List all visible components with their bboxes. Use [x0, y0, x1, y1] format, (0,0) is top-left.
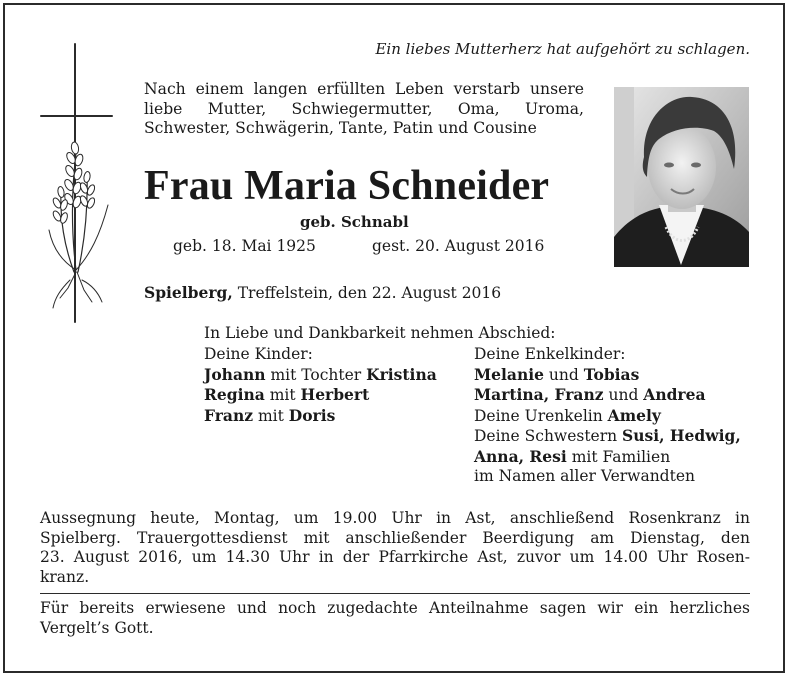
family-line — [474, 467, 741, 487]
grandchildren-column — [474, 345, 741, 487]
motto: Ein liebes Mutterherz hat aufgehört zu schlagen. — [375, 40, 750, 58]
portrait-photo — [614, 87, 749, 267]
family-text: Deine Enkelkinder: — [474, 345, 626, 363]
family-text: und — [603, 386, 644, 404]
family-line — [474, 406, 741, 427]
family-name: Franz — [204, 405, 254, 425]
family-name: Melanie — [474, 364, 544, 384]
family-name: Regina — [204, 385, 265, 404]
family-text: mit Tochter — [265, 365, 367, 384]
thanks-line: Für bereits erwiesene und noch zugedachte Anteilnahme sagen wir ein herzliches — [40, 599, 750, 617]
family-text: und — [543, 365, 584, 384]
family-text: mit — [253, 406, 289, 425]
family-name: Tobias — [583, 364, 640, 384]
farewell-heading: In Liebe und Dankbarkeit nehmen Abschied: — [204, 324, 556, 342]
family-name: Johann — [204, 364, 266, 384]
family-line — [204, 365, 437, 386]
family-line — [474, 365, 741, 386]
service-line: Spielberg. Trauergottesdienst mit anschließender Beerdigung am Dienstag, den — [40, 528, 750, 547]
family-line — [474, 345, 741, 365]
service-line: 23. August 2016, um 14.30 Uhr in der Pfarrkirche Ast, zuvor um 14.00 Uhr Rosen- — [40, 548, 750, 566]
service-information — [40, 509, 750, 587]
intro-line: liebe Mutter, Schwiegermutter, Oma, Uroma, — [144, 99, 584, 118]
family-line — [204, 385, 437, 406]
service-line: Aussegnung heute, Montag, um 19.00 Uhr in Ast, anschließend Rosenkranz in — [40, 509, 750, 527]
maiden-name: geb. Schnabl — [300, 213, 409, 231]
family-name: Anna, Resi — [474, 446, 567, 466]
birth-date: geb. 18. Mai 1925 — [173, 237, 316, 255]
deceased-name: Frau Maria Schneider — [144, 163, 550, 209]
thanks-line: Vergelt’s Gott. — [40, 618, 154, 637]
service-line: kranz. — [40, 567, 90, 586]
family-line — [474, 426, 741, 447]
intro-text — [144, 80, 584, 139]
cross-with-wheat-icon — [40, 40, 116, 325]
family-name: Susi, Hedwig, — [622, 426, 741, 445]
children-column — [204, 345, 437, 426]
place-name: Spielberg, — [144, 283, 233, 302]
intro-line: Nach einem langen erfüllten Leben verstarb unsere — [144, 80, 584, 98]
family-name: Martina, Franz — [474, 385, 604, 404]
family-name: Herbert — [300, 385, 370, 404]
death-date: gest. 20. August 2016 — [372, 237, 545, 255]
family-text: Deine Urenkelin — [474, 406, 608, 425]
place-and-date — [144, 283, 501, 302]
family-name: Andrea — [643, 385, 706, 404]
family-name: Doris — [288, 405, 336, 425]
family-line — [474, 385, 741, 406]
family-name: Amely — [607, 405, 661, 425]
family-text: im Namen aller Verwandten — [474, 467, 695, 485]
family-text: Deine Schwestern — [474, 427, 623, 445]
family-name: Kristina — [366, 364, 437, 384]
divider — [40, 593, 750, 594]
family-text: mit Familien — [566, 447, 671, 466]
family-text: mit — [264, 386, 301, 404]
family-text: Deine Kinder: — [204, 345, 313, 363]
family-line — [204, 345, 437, 365]
place-date-rest: Treffelstein, den 22. August 2016 — [232, 284, 502, 302]
intro-line: Schwester, Schwägerin, Tante, Patin und Cousine — [144, 119, 537, 137]
family-line — [204, 406, 437, 427]
thanks-text — [40, 599, 750, 638]
family-line — [474, 447, 741, 468]
